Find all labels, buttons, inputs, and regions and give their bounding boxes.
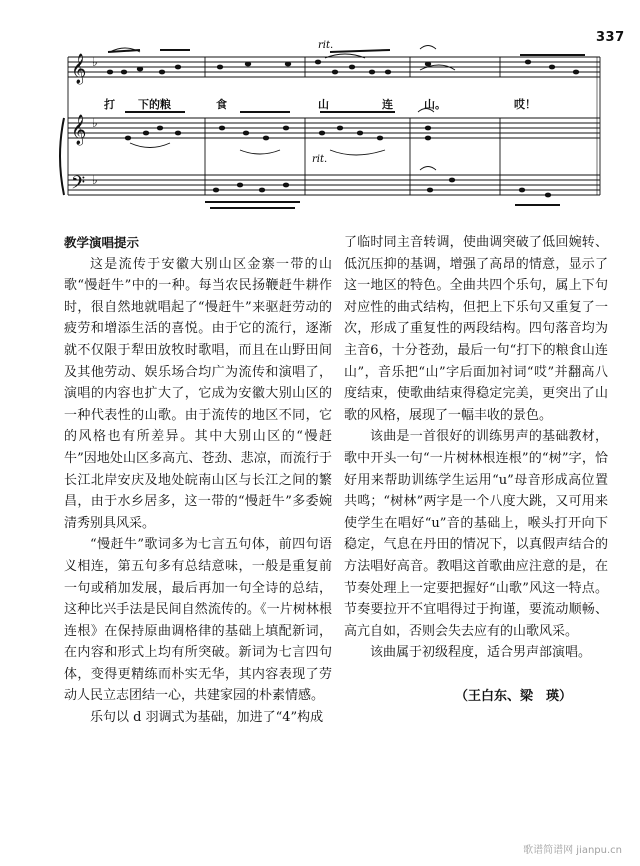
svg-text:𝄞: 𝄞 bbox=[71, 115, 87, 145]
lyric-syllable: 食 bbox=[216, 98, 227, 111]
lyric-syllable: 连 bbox=[382, 98, 393, 111]
svg-text:♭: ♭ bbox=[92, 116, 98, 130]
paragraph: 这是流传于安徽大别山区金寨一带的山歌“慢赶牛”中的一种。每当农民扬鞭赶牛耕作时，很自然地就唱起了“慢赶牛”来驱赶劳动的疲劳和增添生活的喜悦。由于它的流行，逐渐就不仅限于犁田放牧时歌唱，而且在山野田间及其他劳动、娱乐场合均广为流传和演唱了，演唱的内容也扩大了，它成为安徽大别山区的一种代表性的山歌。由于流传的地区不同，它的风格也有所差异。其中大别山区的“慢赶牛”因地处山区多高亢、苍劲、悲凉，而流行于长江北岸安庆及地处皖南山区与长江之间的繁昌，由于水乡居多，这一带的“慢赶牛”多委婉清秀别具风采。 bbox=[64, 256, 332, 531]
paragraph: 乐句以 d 羽调式为基础，加进了“4”构成 bbox=[90, 710, 324, 726]
lyric-syllable: 下的粮 bbox=[138, 98, 171, 111]
lyric-syllable: 山。 bbox=[424, 98, 446, 111]
paragraph: “慢赶牛”歌词多为七言五句体，前四句语义相连，第五句多有总结意味，一般是重复前一句或稍加发展，最后再加一句全诗的总结，这种比兴手法是民间自然流传的。《一片树林根连根》在保持原曲调格律的基础上填配新词，在内容和形式上均有所突破。新词为七言四句体，变得更精练而朴实无华，其内容表现了劳动人民立志团结一心，共建家园的朴素情感。 bbox=[64, 537, 332, 704]
lyric-syllable: 哎！ bbox=[514, 98, 536, 111]
svg-text:𝄞: 𝄞 bbox=[71, 54, 87, 84]
svg-text:♭: ♭ bbox=[92, 55, 98, 69]
article-left-column bbox=[64, 232, 332, 729]
music-score bbox=[0, 0, 640, 240]
author-signature: （王白东、梁 瑛） bbox=[454, 688, 572, 704]
paragraph: 了临时同主音转调，使曲调突破了低回婉转、低沉压抑的基调，增强了高昂的情意，显示了这一地区的特色。全曲共四个乐句，属上下句对应性的曲式结构，但把上下乐句又重复了一次，形成了重复性的两段结构。四句落音均为主音6，十分苍劲，最后一句“打下的粮食山连山”，音乐把“山”字后面加衬词“哎”并翻高八度结束，使歌曲结束得稳定完美，更突出了山歌的风格，展现了一幅丰收的景色。 bbox=[344, 235, 608, 423]
page-number: 337 bbox=[596, 30, 625, 45]
lyric-syllable: 山 bbox=[318, 98, 329, 111]
lyric-syllable: 打 bbox=[104, 98, 115, 111]
site-watermark: 歌谱简谱网 jianpu.cn bbox=[523, 845, 622, 856]
svg-text:𝄢: 𝄢 bbox=[71, 173, 86, 198]
tempo-mark-rit-2: rit. bbox=[312, 154, 328, 165]
article-right-column bbox=[344, 232, 608, 707]
paragraph: 该曲是一首很好的训练男声的基础教材，歌中开头一句“一片树林根连根”的“树”字，恰好用来帮助训练学生运用“u”母音形成高位置共鸣；“树林”两字是一个八度大跳，又可用来使学生在唱好“u”音的基础上，喉头打开向下稳定，气息在丹田的情况下，以真假声结合的方法唱好高音。教唱这首歌曲应注意的是，在节奏处理上一定要把握好“山歌”风这一特点。节奏要拉开不宜唱得过于拘谨，要流动顺畅、高亢自如，否则会失去应有的山歌风采。 bbox=[344, 429, 608, 639]
svg-text:♭: ♭ bbox=[92, 173, 98, 187]
paragraph: 该曲属于初级程度，适合男声部演唱。 bbox=[370, 645, 592, 661]
section-heading: 教学演唱提示 bbox=[64, 235, 140, 250]
tempo-mark-rit-1: rit. bbox=[318, 40, 334, 51]
